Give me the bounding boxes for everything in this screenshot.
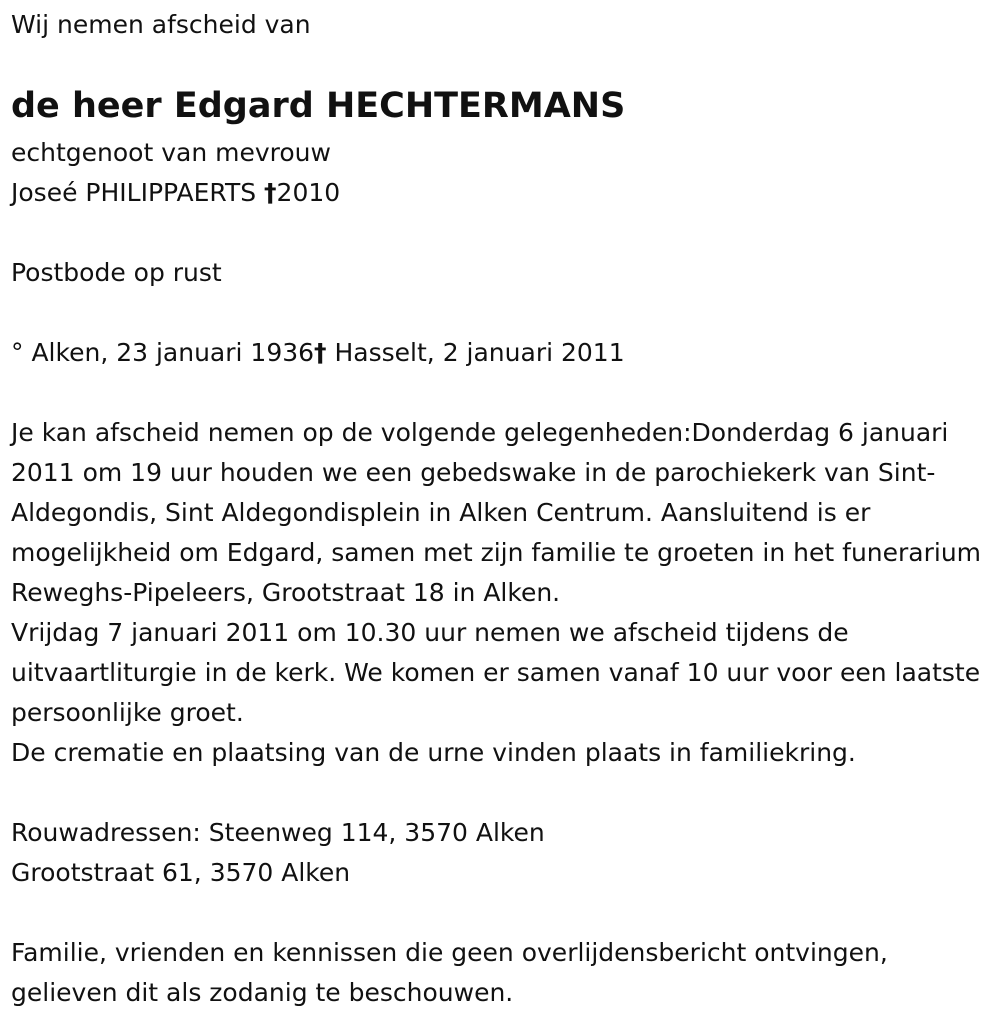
birth-date: Alken, 23 januari 1936 (31, 338, 315, 367)
farewell-paragraph: Vrijdag 7 januari 2011 om 10.30 uur nemen we afscheid tijdens de uitvaartliturgie in de kerk. We komen er samen vanaf 10 uur voor een laatste persoonlijke groet. (11, 618, 981, 727)
spouse-block (11, 133, 340, 213)
farewell-details (11, 413, 986, 773)
farewell-paragraph: Je kan afscheid nemen op de volgende gelegenheden:Donderdag 6 januari 2011 om 19 uur houden we een gebedswake in de parochiekerk van Sint-Aldegondis, Sint Aldegondisplein in Alken Centrum. Aansluitend is er mogelijkheid om Edgard, samen met zijn familie te groeten in het funerarium Reweghs-Pipeleers, Grootstraat 18 in Alken. (11, 418, 982, 607)
address-line: Grootstraat 61, 3570 Alken (11, 858, 351, 887)
life-dates (11, 333, 625, 373)
spouse-name-line (11, 173, 340, 213)
birth-icon: ° (11, 338, 24, 367)
cross-icon: † (264, 178, 277, 207)
farewell-paragraph: De crematie en plaatsing van de urne vinden plaats in familiekring. (11, 738, 856, 767)
mourning-addresses (11, 813, 545, 893)
closing-line: gelieven dit als zodanig te beschouwen. (11, 978, 514, 1007)
cross-icon: † (314, 338, 327, 367)
deceased-name: de heer Edgard HECHTERMANS (11, 86, 626, 126)
spouse-death-year: 2010 (276, 178, 341, 207)
closing-note (11, 933, 888, 1013)
spouse-relation: echtgenoot van mevrouw (11, 138, 331, 167)
closing-line: Familie, vrienden en kennissen die geen overlijdensbericht ontvingen, (11, 938, 888, 967)
death-date: Hasselt, 2 januari 2011 (334, 338, 625, 367)
profession: Postbode op rust (11, 258, 222, 287)
spouse-name: Joseé PHILIPPAERTS (11, 178, 257, 207)
intro-text: Wij nemen afscheid van (11, 10, 311, 39)
address-line: Rouwadressen: Steenweg 114, 3570 Alken (11, 818, 545, 847)
